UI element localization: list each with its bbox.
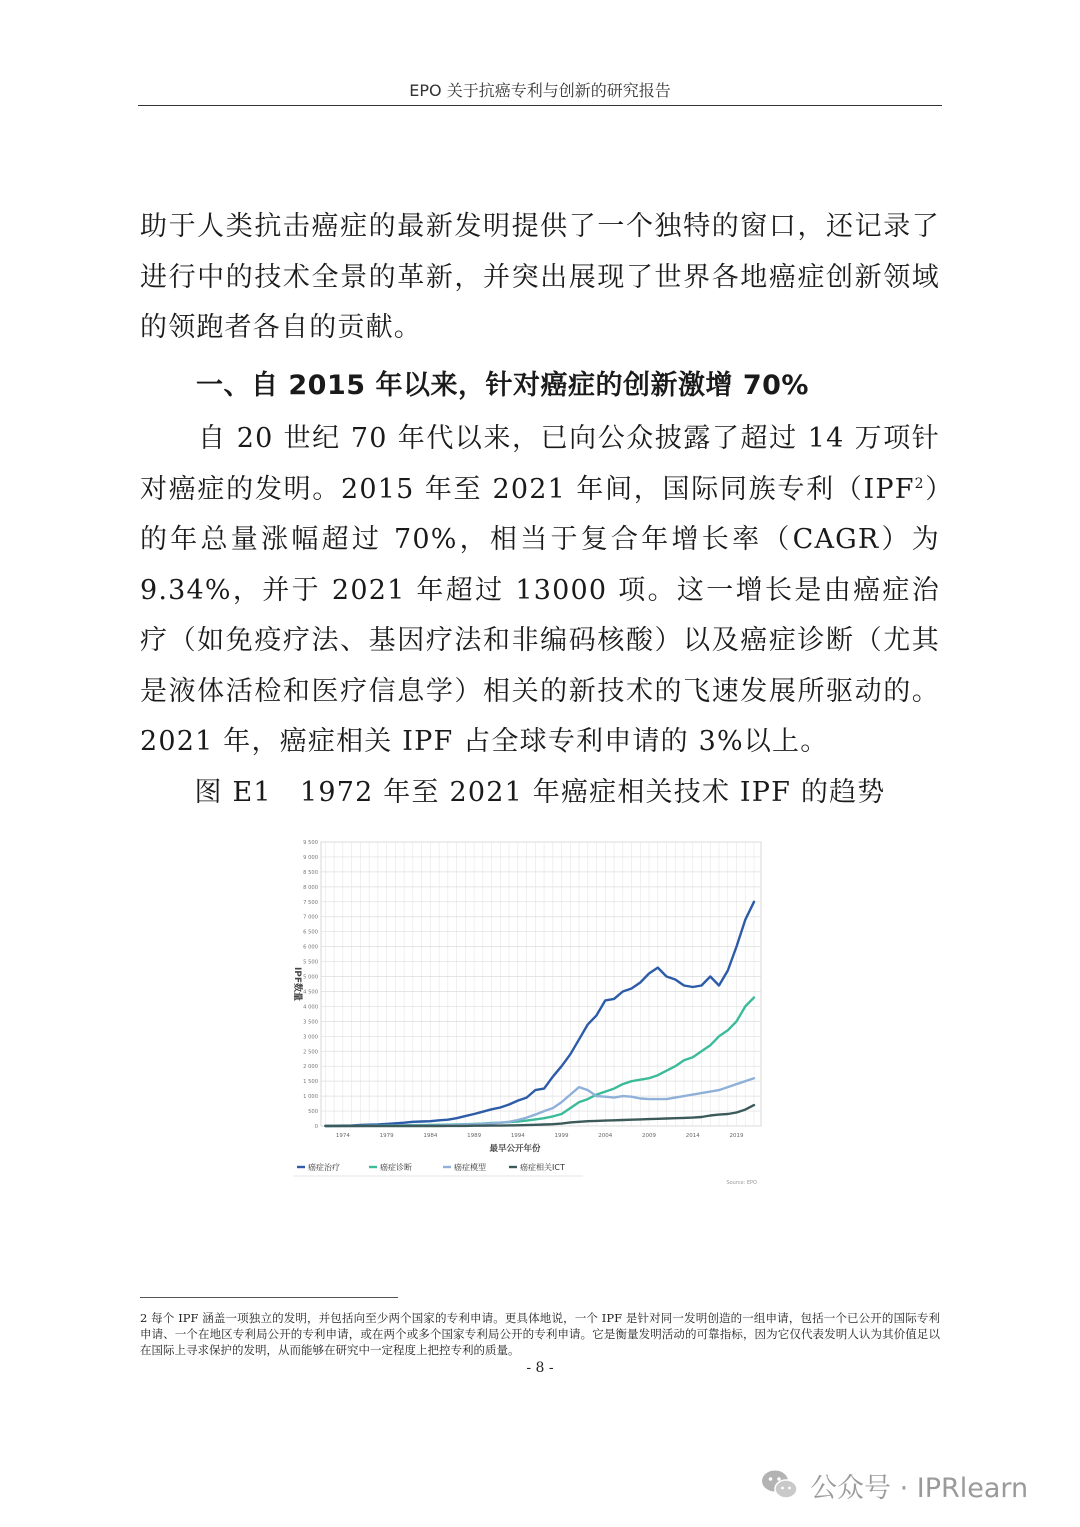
legend-label: 癌症相关ICT	[520, 1163, 565, 1172]
plot-frame	[321, 842, 761, 1126]
legend-label: 癌症治疗	[308, 1163, 340, 1172]
footnote: 2 每个 IPF 涵盖一项独立的发明，并包括向至少两个国家的专利申请。更具体地说，一个 IPF 是针对同一发明创造的一组申请，包括一个已公开的国际专利申请、一个在地区专利局公开的专利申请，或在两个或多个国家专利局公开的专利申请。它是衡量发明活动的可靠指标，因为它仅代表发明人认为其价值足以在国际上寻求保护的发明，从而能够在研究中一定程度上把控专利的质量。	[140, 1311, 940, 1357]
intro-paragraph: 助于人类抗击癌症的最新发明提供了一个独特的窗口，还记录了进行中的技术全景的革新，并突出展现了世界各地癌症创新领域的领跑者各自的贡献。	[140, 211, 940, 343]
y-tick-label: 5 500	[303, 959, 318, 966]
y-tick-label: 1 500	[303, 1079, 318, 1086]
figure-e1-chart	[283, 838, 763, 1188]
x-tick-label: 1984	[423, 1133, 438, 1139]
y-tick-label: 500	[308, 1109, 318, 1116]
y-tick-label: 9 500	[303, 840, 318, 846]
y-tick-label: 1 000	[303, 1094, 318, 1101]
chart-source: Source: EPO	[726, 1180, 757, 1186]
section-heading: 一、自 2015 年以来，针对癌症的创新激增 70%	[196, 370, 809, 401]
watermark	[760, 1465, 1028, 1505]
footnote-rule	[140, 1297, 398, 1298]
x-tick-label: 2009	[642, 1133, 657, 1139]
legend	[293, 1162, 583, 1176]
x-tick-label: 2004	[598, 1133, 613, 1139]
footnote-marker[interactable]: 2	[914, 475, 925, 492]
main-text-part2: ）的年总量涨幅超过 70%，相当于复合年增长率（CAGR）为 9.34%，并于 2021 年超过 13000 项。这一增长是由癌症治疗（如免疫疗法、基因疗法和非编码核酸）以及癌症诊断（尤其是液体活检和医疗信息学）相关的新技术的飞速发展所驱动的。2021 年，癌症相关 IPF 占全球专利申请的 3%以上。	[140, 473, 940, 757]
page-number: - 8 -	[526, 1360, 554, 1376]
x-axis-label: 最早公开年份	[489, 1144, 541, 1154]
main-paragraph	[140, 414, 940, 768]
x-tick-label: 1974	[335, 1133, 350, 1139]
figure-title: 图 E1 1972 年至 2021 年癌症相关技术 IPF 的趋势	[194, 777, 886, 808]
y-tick-label: 4 000	[303, 1004, 318, 1011]
x-tick-label: 1994	[510, 1133, 525, 1139]
y-tick-label: 8 500	[303, 869, 318, 876]
y-tick-label: 8 000	[303, 884, 318, 891]
legend-label: 癌症诊断	[380, 1163, 412, 1172]
y-tick-label: 4 500	[303, 989, 318, 996]
y-tick-label: 6 500	[303, 929, 318, 936]
legend-label: 癌症模型	[454, 1163, 486, 1172]
y-tick-label: 3 500	[303, 1019, 318, 1026]
x-tick-label: 1989	[467, 1133, 482, 1139]
x-tick-label: 1979	[379, 1133, 394, 1139]
y-tick-label: 6 000	[303, 944, 318, 951]
y-tick-label: 2 000	[303, 1064, 318, 1071]
y-tick-label: 7 500	[303, 899, 318, 906]
header-rule	[138, 105, 942, 106]
main-text-part1: 自 20 世纪 70 年代以来，已向公众披露了超过 14 万项针对癌症的发明。2015 年至 2021 年间，国际同族专利（IPF	[140, 423, 940, 505]
x-tick-label: 2014	[685, 1133, 700, 1139]
y-axis-label: IPF数量	[292, 966, 302, 1002]
y-tick-label: 2 500	[303, 1049, 318, 1056]
y-tick-label: 9 000	[303, 854, 318, 861]
y-tick-label: 7 000	[303, 914, 318, 921]
y-tick-label: 5 000	[303, 974, 318, 981]
y-tick-label: 3 000	[303, 1034, 318, 1041]
y-tick-label: 0	[314, 1124, 318, 1130]
running-header: EPO 关于抗癌专利与创新的研究报告	[409, 81, 671, 100]
line-chart	[283, 838, 763, 1188]
x-tick-label: 2019	[729, 1133, 744, 1139]
x-tick-label: 1999	[554, 1133, 569, 1139]
watermark-text: 公众号 · IPRlearn	[810, 1472, 1029, 1504]
wechat-icon	[760, 1468, 800, 1502]
